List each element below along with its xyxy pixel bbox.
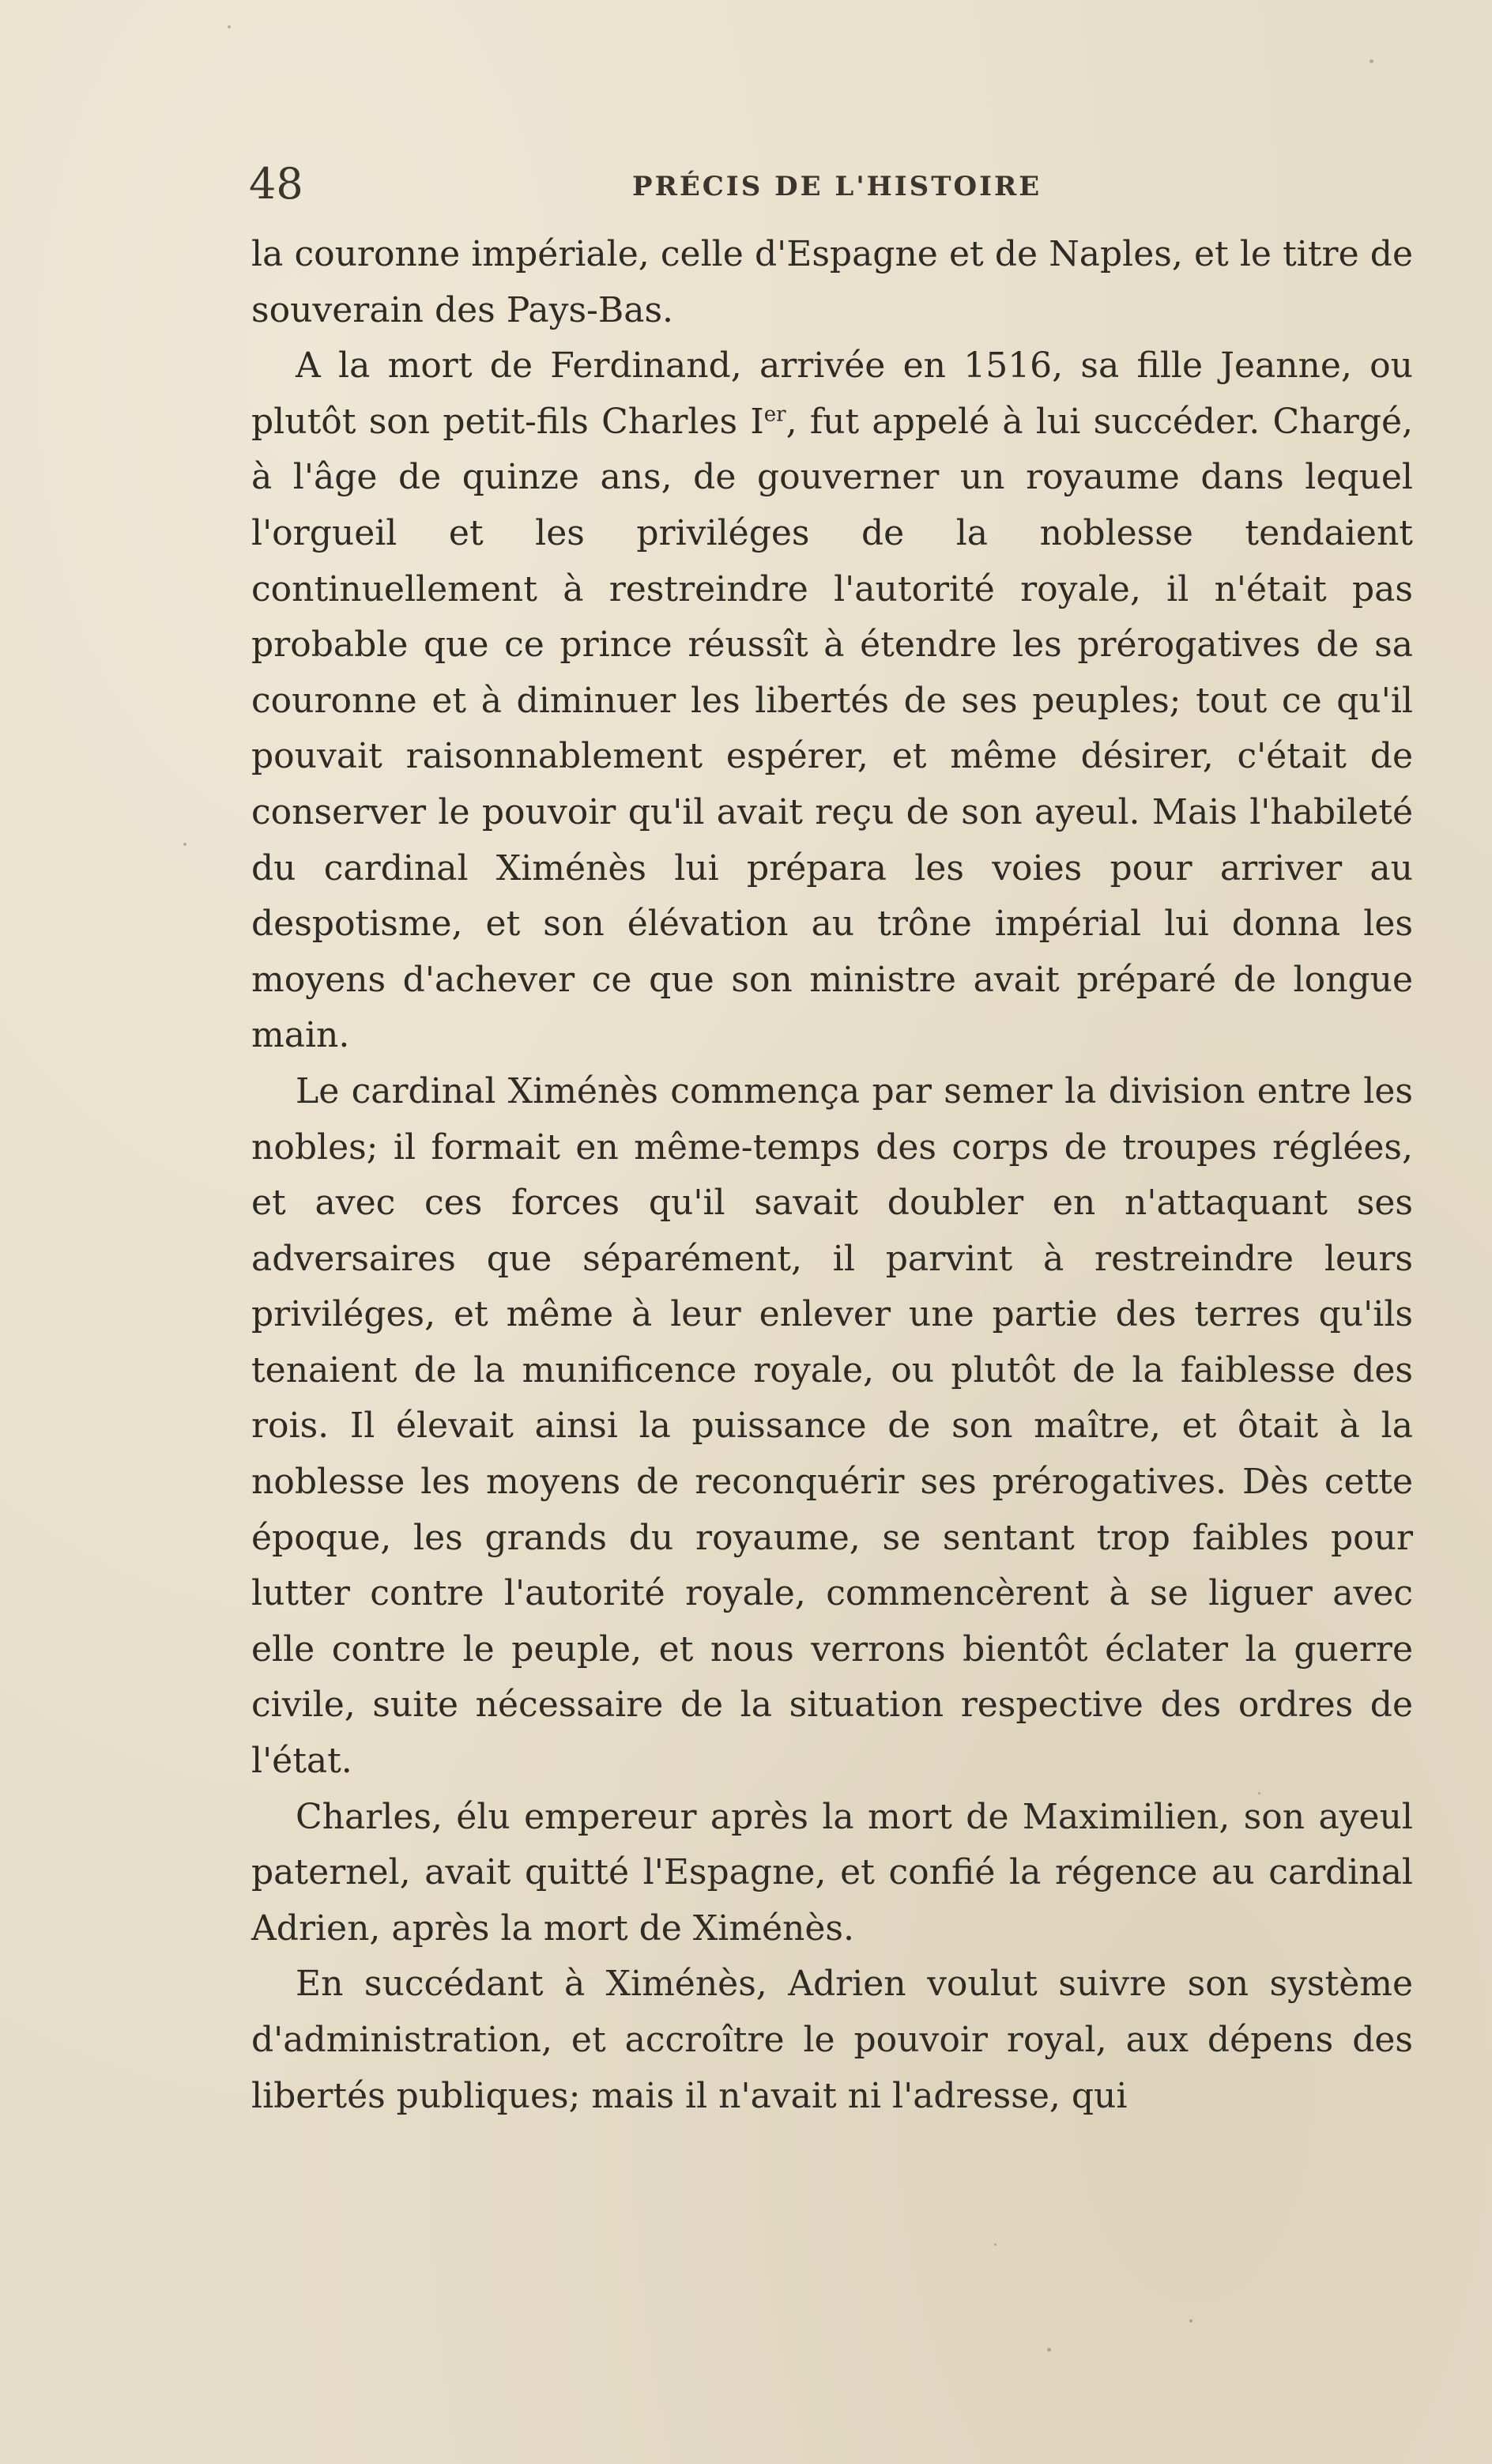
paper-speck (1258, 1792, 1260, 1794)
paragraph-1: la couronne impériale, celle d'Espagne et de Naples, et le titre de souverain des Pays-Bas. (251, 234, 1413, 330)
body-text (251, 227, 1413, 2124)
paper-speck (183, 843, 186, 846)
paper-speck (1189, 2319, 1192, 2322)
paper-speck (1370, 59, 1373, 63)
paragraph-5: En succédant à Ximénès, Adrien voulut suivre son système d'administration, et accroître le pouvoir royal, aux dépens des libertés publiques; mais il n'avait ni l'adresse, qui (251, 1964, 1413, 2116)
paragraph-2-part-1: A la mort de Ferdinand, arrivée en 1516, sa fille Jeanne, ou plutôt son petit-fils Charles I (251, 345, 1413, 442)
page-header (249, 157, 1419, 212)
paragraph-2-part-2: , fut appelé à lui succéder. Chargé, à l'âge de quinze ans, de gouverner un royaume dans lequel l'orgueil et les priviléges de la noblesse tendaient continuellement à restreindre l'autorité royale, il n'était pas probable que ce prince réussît à étendre les prérogatives de sa couronne et à diminuer les libertés de ses peuples; tout ce qu'il pouvait raisonnablement espérer, et même désirer, c'était de conserver le pouvoir qu'il avait reçu de son ayeul. Mais l'habileté du cardinal Ximénès lui prépara les voies pour arriver au despotisme, et son élévation au trône impérial lui donna les moyens d'achever ce que son ministre avait préparé de longue main. (251, 401, 1414, 1056)
page-number: 48 (249, 159, 303, 209)
paper-speck (228, 25, 231, 28)
paragraph-4: Charles, élu empereur après la mort de Maximilien, son ayeul paternel, avait quitté l'Espagne, et confié la régence au cardinal Adrien, après la mort de Ximénès. (251, 1796, 1413, 1949)
paper-speck (1047, 2348, 1051, 2352)
paper-speck (994, 2243, 997, 2246)
paragraph-3: Le cardinal Ximénès commença par semer la division entre les nobles; il formait en même-temps des corps de troupes réglées, et avec ces forces qu'il savait doubler en n'attaquant ses adversaires que séparément, il parvint à restreindre leurs priviléges, et même à leur enlever une partie des terres qu'ils tenaient de la munificence royale, ou plutôt de la faiblesse des rois. Il élevait ainsi la puissance de son maître, et ôtait à la noblesse les moyens de reconquérir ses prérogatives. Dès cette époque, les grands du royaume, se sentant trop faibles pour lutter contre l'autorité royale, commencèrent à se liguer avec elle contre le peuple, et nous verrons bientôt éclater la guerre civile, suite nécessaire de la situation respective des ordres de l'état. (251, 1070, 1413, 1782)
running-title: PRÉCIS DE L'HISTOIRE (632, 171, 1042, 202)
superscript-er: er (763, 402, 786, 427)
paragraph-2 (251, 338, 1413, 1064)
